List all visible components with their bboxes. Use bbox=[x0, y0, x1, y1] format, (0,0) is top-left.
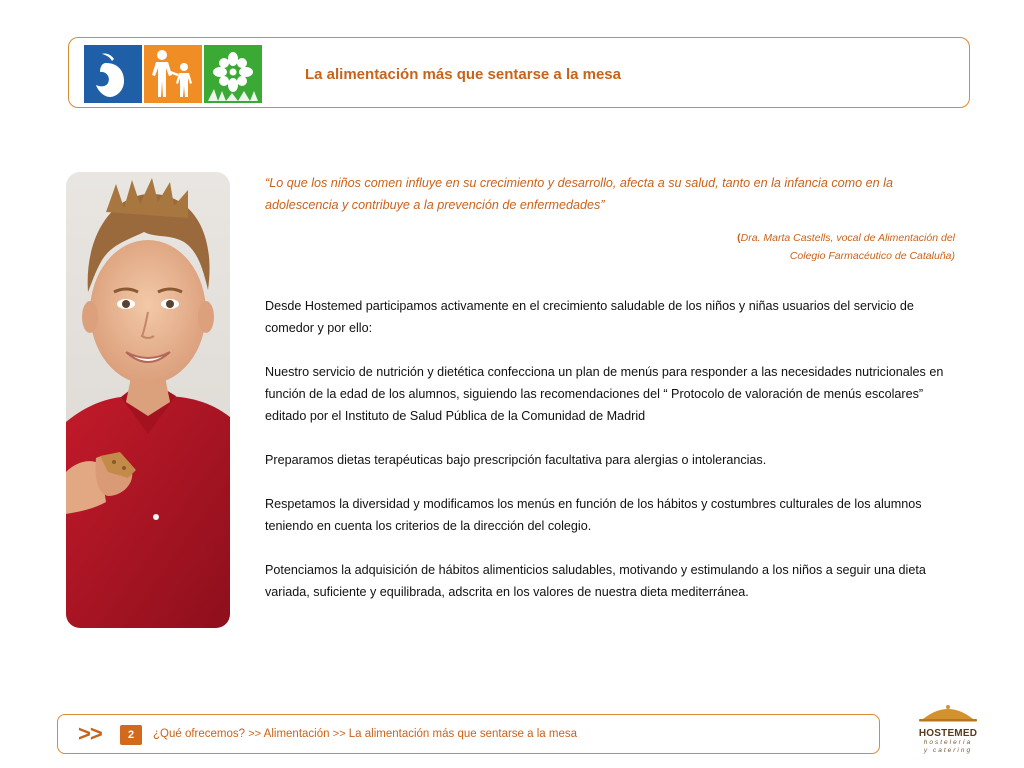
quote-text: “Lo que los niños comen influye en su crecimiento y desarrollo, afecta a su salud, tanto en la infancia como en la adolescencia y contribuye a la prevención de enfermedades” bbox=[265, 176, 893, 212]
breadcrumb-item-que-ofrecemos[interactable]: ¿Qué ofrecemos? bbox=[153, 728, 246, 740]
paragraph-intro: Desde Hostemed participamos activamente en el crecimiento saludable de los niños y niñas usuarios del servicio de comedor y por ello: bbox=[265, 299, 914, 335]
paragraph-habits: Potenciamos la adquisición de hábitos alimenticios saludables, motivando y estimulando a los niños a seguir una dieta variada, suficiente y equilibrada, adscrita en los valores de nuestra dieta mediterránea. bbox=[265, 563, 926, 599]
paragraph-diversity: Respetamos la diversidad y modificamos los menús en función de los hábitos y costumbres culturales de los alumnos teniendo en cuenta los criterios de la dirección del colegio. bbox=[265, 497, 922, 533]
footer-arrows-icon[interactable]: >> bbox=[78, 721, 102, 746]
brand-subtitle-2: y catering bbox=[923, 747, 973, 754]
breadcrumb bbox=[153, 728, 577, 740]
brand-name: HOSTEMED bbox=[918, 728, 978, 739]
cloche-icon bbox=[917, 703, 979, 723]
brand-subtitle-1: hostelería bbox=[923, 739, 973, 746]
attribution-paren: ( bbox=[737, 232, 741, 244]
content-area bbox=[265, 172, 955, 603]
quote-attribution bbox=[265, 229, 955, 265]
page-number-badge: 2 bbox=[120, 725, 142, 745]
family-logo-icon bbox=[144, 45, 202, 103]
breadcrumb-separator: >> bbox=[332, 728, 346, 740]
attribution-line-2: Colegio Farmacéutico de Cataluña) bbox=[789, 250, 955, 262]
breadcrumb-item-current: La alimentación más que sentarse a la mesa bbox=[348, 728, 577, 740]
child-eating-photo bbox=[66, 172, 230, 628]
hostemed-logo bbox=[917, 703, 979, 753]
paragraph-diets: Preparamos dietas terapéuticas bajo prescripción facultativa para alergias o intolerancias. bbox=[265, 453, 767, 467]
paragraph-nutrition: Nuestro servicio de nutrición y dietética confecciona un plan de menús para responder a las necesidades nutricionales en función de la edad de los alumnos, siguiendo las recomendaciones del “ Protocolo de valoración de menús escolares” editado por el Instituto de Salud Pública de la Comunidad de Madrid bbox=[265, 365, 944, 423]
flower-logo-icon bbox=[204, 45, 262, 103]
attribution-line-1: Dra. Marta Castells, vocal de Alimentación del bbox=[740, 232, 955, 244]
page-title: La alimentación más que sentarse a la mesa bbox=[305, 66, 621, 83]
breadcrumb-separator: >> bbox=[248, 728, 262, 740]
breadcrumb-item-alimentacion[interactable]: Alimentación bbox=[263, 728, 330, 740]
apple-logo-icon bbox=[84, 45, 142, 103]
